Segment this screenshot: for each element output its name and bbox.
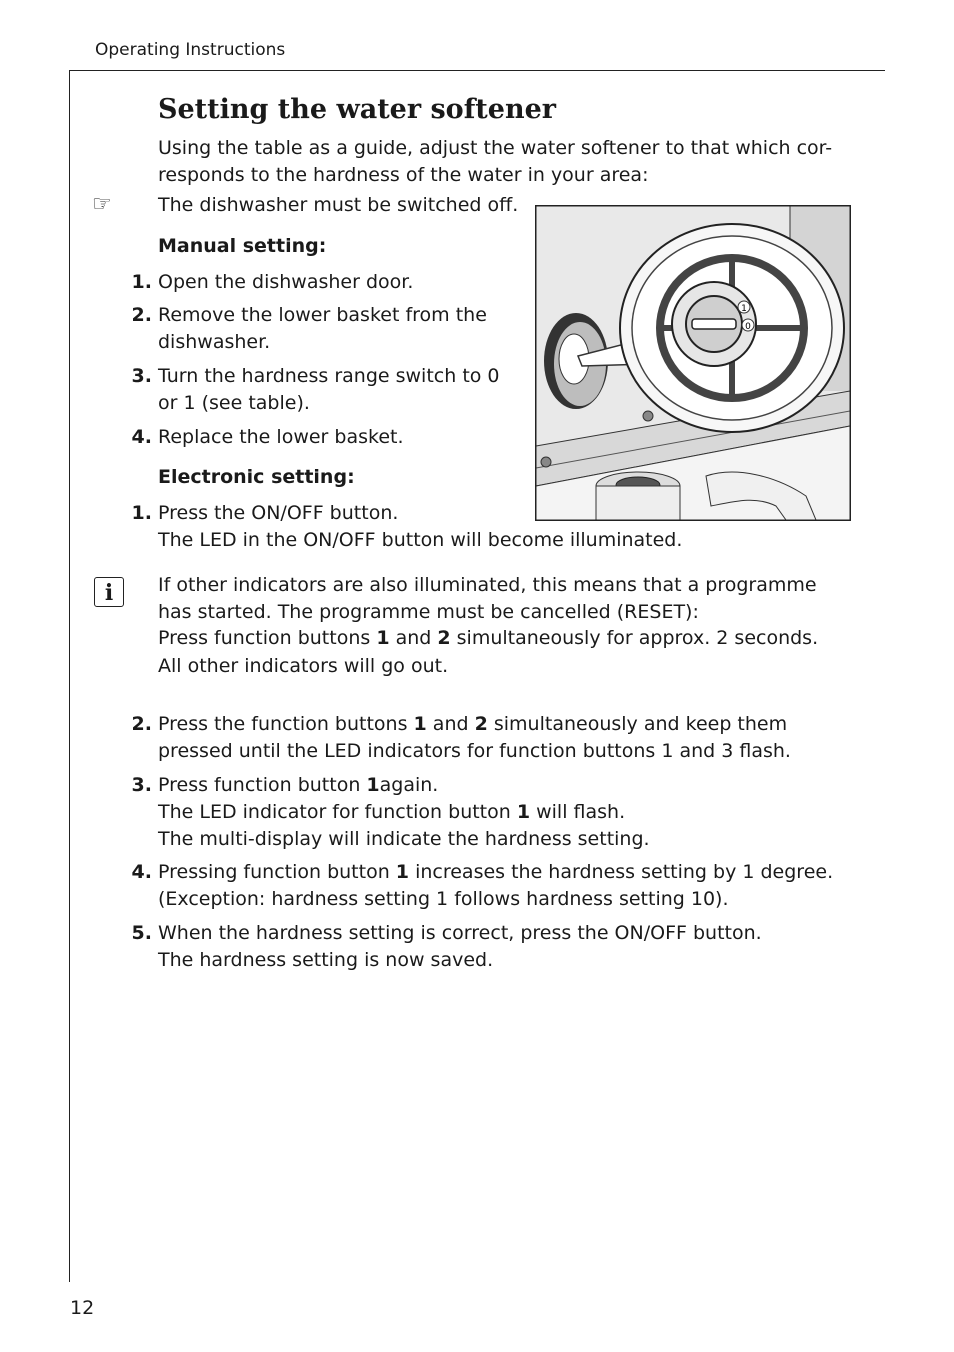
step-text: Pressing function button 1 increases the hardness setting by 1 degree. xyxy=(158,861,834,883)
step-text: The LED indicator for function button 1 will flash. xyxy=(158,801,626,823)
step-number: 1. xyxy=(131,271,152,293)
step-text: or 1 (see table). xyxy=(158,392,310,414)
step-text: Replace the lower basket. xyxy=(158,426,404,448)
step-number: 2. xyxy=(131,713,152,735)
step-text: dishwasher. xyxy=(158,331,271,353)
step-number: 3. xyxy=(131,365,152,387)
step-text: The hardness setting is now saved. xyxy=(158,949,494,971)
step-number: 4. xyxy=(131,861,152,883)
step-number: 4. xyxy=(131,426,152,448)
step-text: (Exception: hardness setting 1 follows hardness setting 10). xyxy=(158,888,729,910)
electronic-setting-heading: Electronic setting: xyxy=(158,466,355,488)
intro-line-1: Using the table as a guide, adjust the water softener to that which cor- xyxy=(158,137,833,159)
step-number: 1. xyxy=(131,502,152,524)
step-number: 3. xyxy=(131,774,152,796)
info-text-line: Press function buttons 1 and 2 simultaneously for approx. 2 seconds. xyxy=(158,627,819,649)
info-icon: i xyxy=(94,577,124,607)
dial-label-1: 1 xyxy=(741,304,747,314)
water-softener-illustration xyxy=(535,205,851,521)
step-text: Press function button 1again. xyxy=(158,774,439,796)
step-text: When the hardness setting is correct, press the ON/OFF button. xyxy=(158,922,762,944)
step-text: Open the dishwasher door. xyxy=(158,271,414,293)
intro-line-2: responds to the hardness of the water in your area: xyxy=(158,164,649,186)
step-text: The multi-display will indicate the hardness setting. xyxy=(158,828,650,850)
info-text-line: If other indicators are also illuminated, this means that a programme xyxy=(158,574,817,596)
step-text: The LED in the ON/OFF button will become illuminated. xyxy=(158,529,683,551)
step-number: 2. xyxy=(131,304,152,326)
page-title: Setting the water softener xyxy=(158,94,556,125)
step-text: Press the function buttons 1 and 2 simultaneously and keep them xyxy=(158,713,788,735)
softener-dial-drawing xyxy=(536,206,850,520)
step-text: pressed until the LED indicators for function buttons 1 and 3 flash. xyxy=(158,740,791,762)
step-text: Turn the hardness range switch to 0 xyxy=(158,365,500,387)
header-rule xyxy=(70,70,885,71)
info-text-line: All other indicators will go out. xyxy=(158,655,449,677)
step-text: Remove the lower basket from the xyxy=(158,304,487,326)
margin-rule xyxy=(69,70,70,1282)
note-text: The dishwasher must be switched off. xyxy=(158,194,519,216)
running-header: Operating Instructions xyxy=(95,40,286,60)
manual-setting-heading: Manual setting: xyxy=(158,235,327,257)
dial-label-0: 0 xyxy=(745,322,751,332)
page-number: 12 xyxy=(70,1297,95,1319)
info-text-line: has started. The programme must be cancelled (RESET): xyxy=(158,601,699,623)
pointing-hand-icon: ☞ xyxy=(92,192,112,217)
step-number: 5. xyxy=(131,922,152,944)
step-text: Press the ON/OFF button. xyxy=(158,502,399,524)
